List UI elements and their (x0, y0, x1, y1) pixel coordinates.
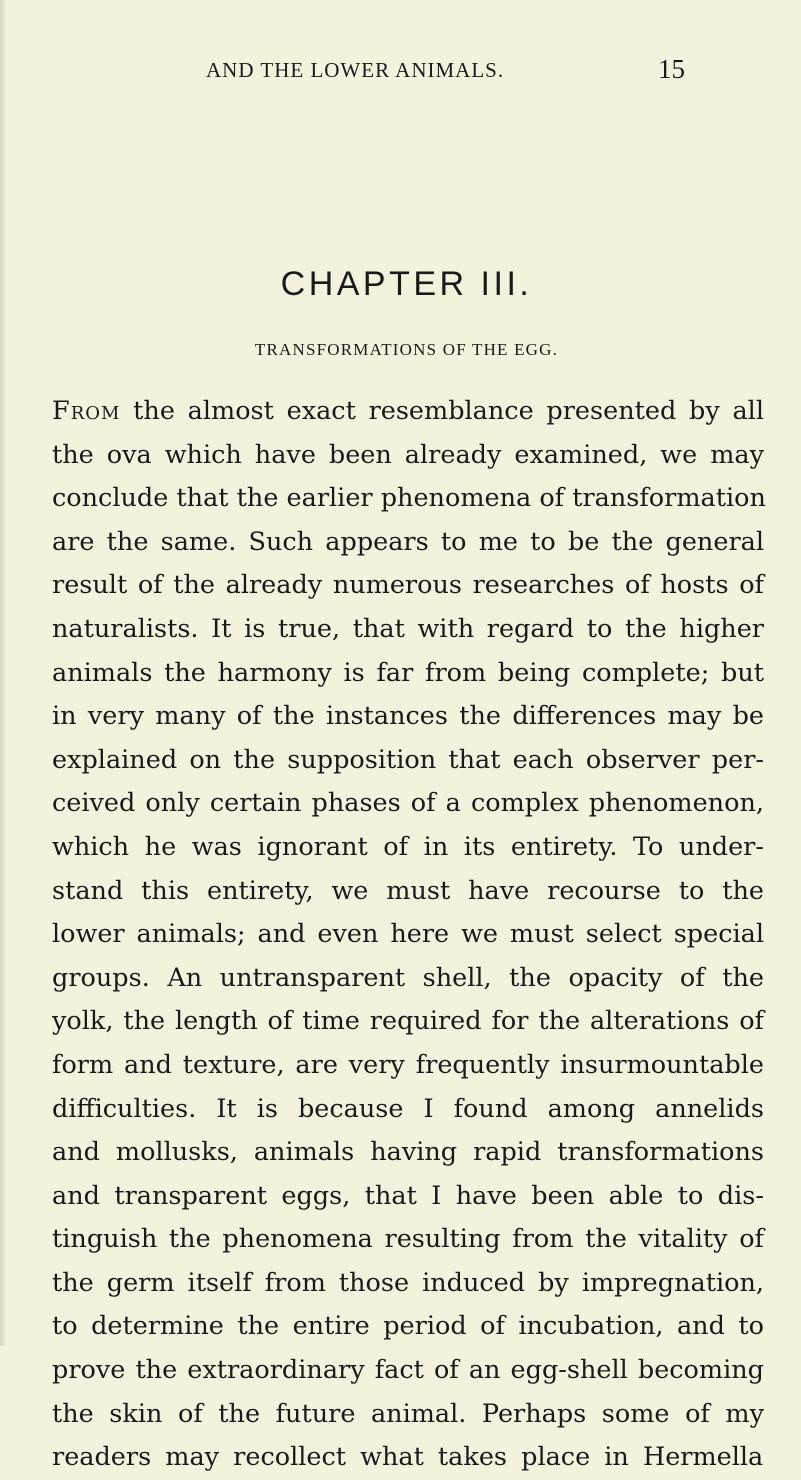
body-paragraph (52, 390, 764, 1480)
text-line: yolk, the length of time required for the alterations of (52, 1006, 764, 1037)
text-line: the germ itself from those induced by impregnation, (52, 1267, 764, 1298)
running-title: AND THE LOWER ANIMALS. (206, 58, 505, 82)
text-line: readers may recollect what takes place in Hermella (52, 1442, 764, 1473)
text-line: the skin of the future animal. Perhaps some of my (52, 1398, 764, 1429)
page-gutter-shadow (0, 0, 6, 1346)
text-line: ceived only certain phases of a complex phenomenon, (52, 788, 764, 819)
chapter-subtitle: TRANSFORMATIONS OF THE EGG. (254, 340, 559, 359)
text-line: tinguish the phenomena resulting from the vitality of (52, 1224, 764, 1255)
text-line (52, 390, 764, 434)
text-line: explained on the supposition that each observer per- (52, 744, 764, 775)
text-line: form and texture, are very frequently insurmountable (52, 1049, 764, 1080)
text-line: conclude that the earlier phenomena of transformation (52, 483, 766, 514)
text-line: groups. An untransparent shell, the opacity of the (52, 962, 764, 993)
text-line: prove the extraordinary fact of an egg-shell becoming (52, 1355, 764, 1386)
lead-word: From (52, 396, 121, 426)
text-line: naturalists. It is true, that with regard to the higher (52, 613, 764, 644)
text-line: which he was ignorant of in its entirety. To under- (52, 831, 764, 862)
text-line: result of the already numerous researches of hosts of (52, 570, 764, 601)
text-line: difficulties. It is because I found among annelids (52, 1093, 764, 1124)
text-line: the ova which have been already examined, we may (52, 439, 764, 470)
text-line: and mollusks, animals having rapid transformations (52, 1137, 764, 1168)
text-line: in very many of the instances the differences may be (52, 701, 764, 732)
text-line: are the same. Such appears to me to be the general (52, 526, 764, 557)
text-line: and transparent eggs, that I have been able to dis- (52, 1180, 764, 1211)
text-line: lower animals; and even here we must select special (52, 919, 764, 950)
running-head (0, 54, 801, 88)
chapter-title: CHAPTER III. (280, 265, 533, 303)
text-line: to determine the entire period of incubation, and to (52, 1311, 764, 1342)
text-line: animals the harmony is far from being complete; but (52, 657, 764, 688)
text-line: stand this entirety, we must have recourse to the (52, 875, 764, 906)
text-line-content: the almost exact resemblance presented by all (120, 396, 764, 426)
page-number: 15 (658, 54, 685, 84)
